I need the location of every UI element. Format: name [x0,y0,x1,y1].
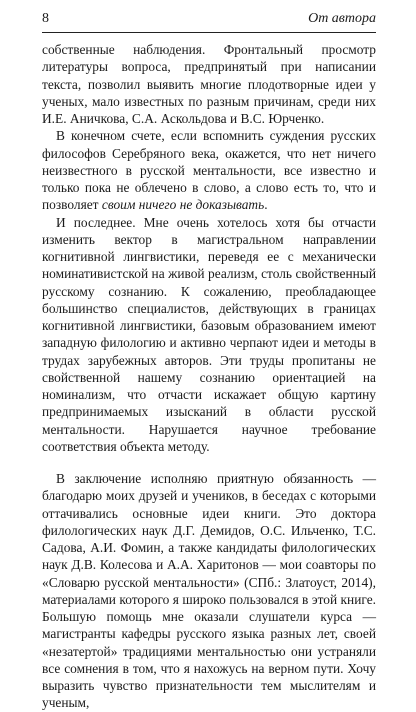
emphasized-text: своим ничего не доказывать [101,197,265,213]
body-text [42,41,376,712]
paragraph-text: В заключение исполняю приятную обязанность — благодарю моих друзей и учеников, в беседах с которыми оттачивались основные идеи книги. Это доктора филологических наук Д.Г. Демидов, О.С. Ильченко, Т.С. Садова, А.И. Фомин, а также кандидаты филологических наук Д.В. Колесова и А.А. Харитонов — мои соавторы по «Словарю русской ментальности» (СПб.: Златоуст, 2014), материалами которого я широко пользовался в этой книге. Большую помощь мне оказали слушатели курса — магистранты кафедры русского языка разных лет, своей «незатертой» традициями ментальностью они устраняли все сомнения в том, что я нахожусь на верном пути. Хочу выразить чувство признательности тем мыслителям и ученым, [42,471,376,711]
paragraph-continued [42,41,376,127]
book-page [42,8,376,712]
paragraph-text: собственные наблюдения. Фронтальный просмотр литературы вопроса, предпринятый при написании текста, позволил выявить многие плодотворные идеи у ученых, мало известных по разным причинам, среди них И.Е. Аничкова, С.А. Аскольдова и В.С. Юрченко. [42,42,376,126]
paragraph-text: И последнее. Мне очень хотелось хотя бы отчасти изменить вектор в магистральном направлении когнитивной лингвистики, переведя ее с механически номинативистской на живой реализм, столь свойственный русскому сознанию. К сожалению, преобладающее большинство специалистов, действующих в границах когнитивной лингвистики, базовым образованием имеют западную филологию и активно черпают идеи и методы в трудах зарубежных авторов. Эти труды пропитаны не свойственной нашему сознанию ориентацией на номинализм, что отчасти искажает общую картину предпринимаемых изысканий в области русской ментальности. Нарушается научное требование соответствия объекта методу. [42,214,376,454]
section-title: От автора [308,11,376,26]
paragraph-text-end: . [264,197,268,213]
paragraph-text: В конечном счете, если вспомнить суждения русских философов Серебряного века, окажется, что нет ничего неизвестного в русской ментальности, все известно и только пока не облечено в слово, а слово есть то, что и позволяет [42,128,376,213]
paragraph [42,470,376,712]
page-number: 8 [42,11,49,26]
running-header [42,8,376,33]
paragraph [42,127,376,213]
paragraph [42,214,376,456]
